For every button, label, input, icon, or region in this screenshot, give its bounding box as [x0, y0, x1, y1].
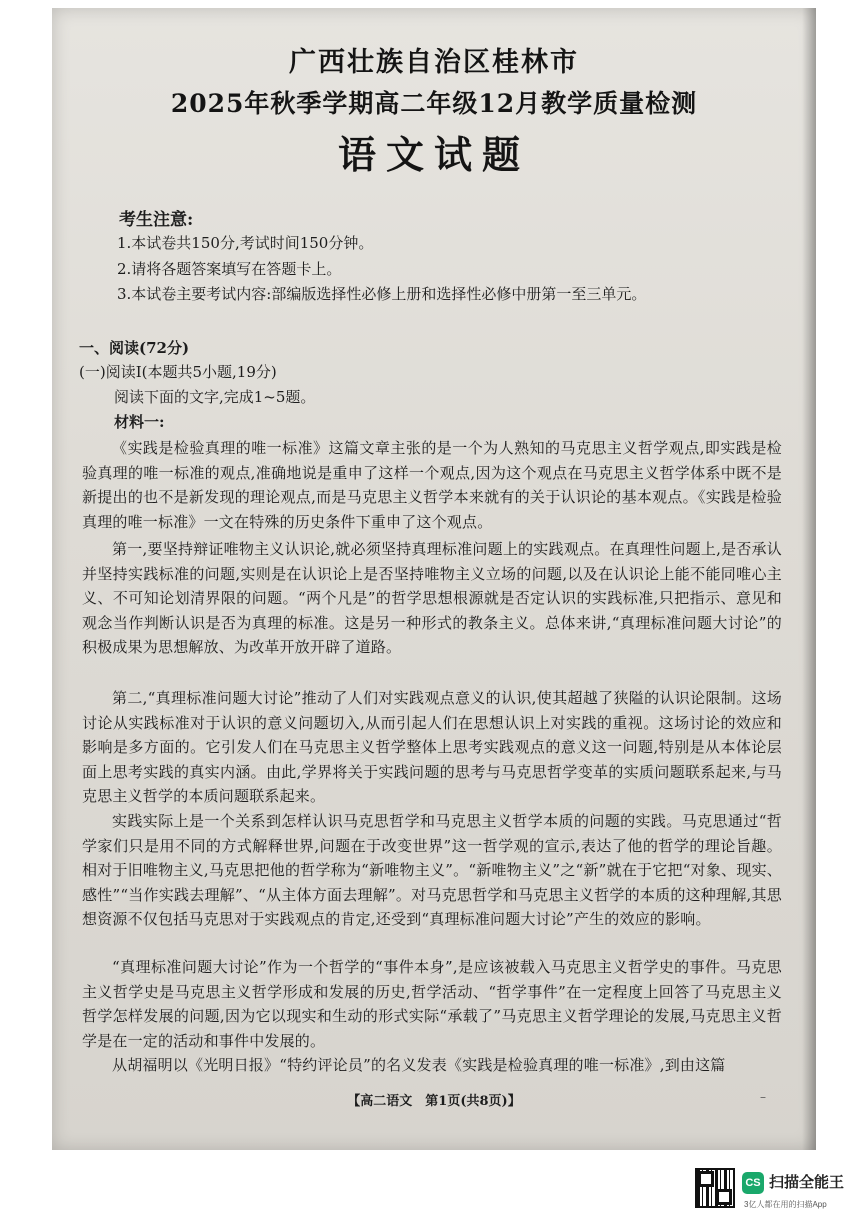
reading-instruction: 阅读下面的文字,完成1~5题。: [114, 388, 316, 406]
scanner-slogan: 3亿人都在用的扫描App: [744, 1200, 827, 1209]
notice-item: 1.本试卷共150分,考试时间150分钟。: [117, 234, 374, 252]
paragraph: 第二,“真理标准问题大讨论”推动了人们对实践观点意义的认识,使其超越了狭隘的认识论限制。这场讨论从实践标准对于认识的意义问题切入,从而引起人们在思想认识上对实践的重视。这场讨论的效应和影响是多方面的。它引发人们在马克思主义哲学整体上思考实践观点的意义这一问题,特别是从本体论层面上思考实践的真实内涵。由此,学界将关于实践问题的思考与马克思哲学变革的实质问题联系起来,与马克思主义哲学的本质问题联系起来。: [82, 689, 782, 805]
material-label: 材料一:: [114, 413, 165, 431]
section-heading: 一、阅读(72分): [79, 339, 190, 357]
qr-code-icon: [695, 1168, 735, 1208]
notice-heading: 考生注意:: [119, 210, 194, 230]
subject-title: 语文试题: [337, 132, 530, 177]
page-footer: 【高二语文 第1页(共8页)】: [347, 1094, 521, 1109]
paragraph: 第一,要坚持辩证唯物主义认识论,就必须坚持真理标准问题上的实践观点。在真理性问题上,是否承认并坚持实践标准的问题,实则是在认识论上是否坚持唯物主义立场的问题,以及在认识论上能不能同唯心主义、不可知论划清界限的问题。“两个凡是”的哲学思想根源就是否定认识的实践标准,只把指示、意见和观念当作判断认识是否为真理的标准。这是另一种形式的教条主义。总体来讲,“真理标准问题大讨论”的积极成果为思想解放、为改革开放开辟了道路。: [82, 540, 782, 656]
paragraph: 《实践是检验真理的唯一标准》这篇文章主张的是一个为人熟知的马克思主义哲学观点,即实践是检验真理的唯一标准的观点,准确地说是重申了这样一个观点,因为这个观点在马克思主义哲学体系中既不是新提出的也不是新发现的理论观点,而是马克思主义哲学本来就有的关于认识论的基本观点。《实践是检验真理的唯一标准》一文在特殊的历史条件下重申了这个观点。: [82, 439, 782, 531]
subsection-heading: (一)阅读Ⅰ(本题共5小题,19分): [79, 363, 277, 381]
paragraph: 从胡福明以《光明日报》“特约评论员”的名义发表《实践是检验真理的唯一标准》,到由这篇: [112, 1056, 726, 1074]
region-title: 广西壮族自治区桂林市: [289, 47, 579, 78]
footer-mark: –: [760, 1090, 766, 1104]
paragraph: “真理标准问题大讨论”作为一个哲学的“事件本身”,是应该被载入马克思主义哲学史的事件。马克思主义哲学史是马克思主义哲学形成和发展的历史,哲学活动、“哲学事件”在一定程度上回答了马克思主义哲学怎样发展的问题,因为它以现实和生动的形式实际“承载了”马克思主义哲学理论的发展,马克思主义哲学是在一定的活动和事件中发展的。: [82, 958, 782, 1050]
camscanner-logo-icon: CS: [742, 1172, 764, 1194]
exam-name: 2025年秋季学期高二年级12月教学质量检测: [170, 89, 698, 118]
notice-item: 3.本试卷主要考试内容:部编版选择性必修上册和选择性必修中册第一至三单元。: [117, 285, 647, 303]
exam-page: [52, 8, 816, 1150]
paragraph: 实践实际上是一个关系到怎样认识马克思哲学和马克思主义哲学本质的问题的实践。马克思通过“哲学家们只是用不同的方式解释世界,问题在于改变世界”这一哲学观的宣示,表达了他的哲学的理论旨趣。相对于旧唯物主义,马克思把他的哲学称为“新唯物主义”。“新唯物主义”之“新”就在于它把“对象、现实、感性”“当作实践去理解”、“从主体方面去理解”。对马克思哲学和马克思主义哲学的本质的这种理解,其思想资源不仅包括马克思对于实践观点的肯定,还受到“真理标准问题大讨论”产生的效应的影响。: [82, 812, 782, 928]
scanner-brand: 扫描全能王: [769, 1174, 845, 1191]
notice-item: 2.请将各题答案填写在答题卡上。: [117, 260, 342, 278]
